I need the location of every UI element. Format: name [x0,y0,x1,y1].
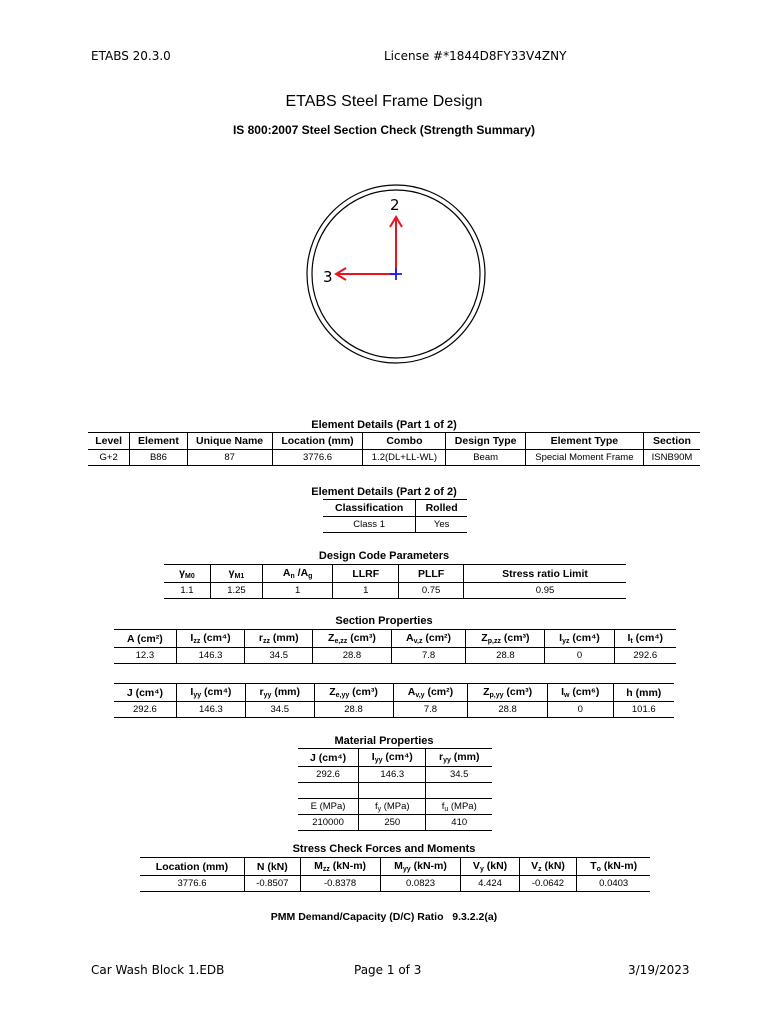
material-properties-table [298,748,492,831]
section-properties-table-1 [114,629,676,664]
col-header: $A_{v,z}$ (cm²) [391,630,466,648]
table-cell: Beam [446,450,525,466]
table-cell: 210000 [298,815,359,831]
col-header: $Z_{e,zz}$ (cm³) [313,630,391,648]
table-cell: 0 [547,702,613,718]
col-header: $Z_{p,zz}$ (cm³) [466,630,545,648]
axis-2-arrow [390,217,402,274]
table-cell: 146.3 [359,767,426,783]
col-header: $M_{yy}$ (kN-m) [380,858,461,876]
col-header: Classification [323,500,416,517]
col-header: $M_{zz}$ (kN-m) [300,858,380,876]
footer-filename: Car Wash Block 1.EDB [91,963,225,977]
col-header: h (mm) [613,684,674,702]
table-cell: 28.8 [466,648,545,664]
table-cell: B86 [130,450,187,466]
app-version: ETABS 20.3.0 [91,49,171,63]
forces-caption: Stress Check Forces and Moments [292,843,476,855]
header-row [323,500,467,517]
table-cell [359,783,426,799]
table-cell: Class 1 [323,517,416,533]
col-header: Element [130,433,187,450]
origin-marker [390,268,402,280]
col-header: $V_y$ (kN) [461,858,519,876]
table-cell: -0.0642 [519,876,577,892]
table-cell: -0.8378 [300,876,380,892]
col-header: $r_{zz}$ (mm) [245,630,313,648]
table-cell: Yes [416,517,467,533]
footer-date: 3/19/2023 [628,963,690,977]
pmm-ratio-heading: PMM Demand/Capacity (D/C) Ratio 9.3.2.2(a) [270,911,498,923]
col-header-llrf: LLRF [333,565,399,583]
table-cell: 7.8 [393,702,468,718]
table-cell: 12.3 [114,648,176,664]
table-cell: 0.0403 [577,876,650,892]
col-header: $I_{yy}$ (cm⁴) [359,749,426,767]
axis-2-label: 2 [390,196,400,214]
table-cell: 410 [426,815,492,831]
col-header: $I_w$ (cm⁶) [547,684,613,702]
table-row [298,783,492,799]
table-cell: 0 [545,648,614,664]
col-header: Element Type [525,433,643,450]
header-row [114,684,674,702]
table-cell: E (MPa) [298,799,359,815]
design-code-table [164,564,626,599]
table-cell: G+2 [88,450,130,466]
table-row [323,517,467,533]
table-row [298,767,492,783]
license-number: License #*1844D8FY33V4ZNY [384,49,567,63]
col-header: $Z_{e,yy}$ (cm³) [314,684,393,702]
table-cell: 34.5 [246,702,315,718]
table-cell: ISNB90M [643,450,700,466]
table-cell: 3776.6 [140,876,244,892]
element-details-2-table [323,499,467,533]
element-details-1-caption: Element Details (Part 1 of 2) [311,419,457,431]
table-cell: 1.1 [164,583,210,599]
table-cell: 4.424 [461,876,519,892]
col-header: $I_{zz}$ (cm⁴) [176,630,245,648]
table-row [164,583,626,599]
table-row [88,450,700,466]
design-code-caption: Design Code Parameters [318,550,450,562]
table-cell: $f_u$ (MPa) [426,799,492,815]
table-row [114,648,676,664]
table-cell: 1.2(DL+LL-WL) [363,450,446,466]
table-row [114,702,674,718]
table-cell: 250 [359,815,426,831]
col-header: $T_o$ (kN-m) [577,858,650,876]
col-header: Level [88,433,130,450]
section-properties-caption: Section Properties [335,615,433,627]
element-details-2-caption: Element Details (Part 2 of 2) [311,486,457,498]
axis-3-label: 3 [323,268,333,286]
forces-table [140,857,650,892]
col-header: Section [643,433,700,450]
page-subtitle: IS 800:2007 Steel Section Check (Strength Summary) [232,123,536,137]
col-header: N (kN) [244,858,300,876]
col-header: $I_t$ (cm⁴) [614,630,676,648]
footer-page-number: Page 1 of 3 [354,963,422,977]
table-cell: 28.8 [468,702,547,718]
col-header: Design Type [446,433,525,450]
col-header: $I_{yy}$ (cm⁴) [176,684,245,702]
table-cell: 34.5 [426,767,492,783]
table-row [298,815,492,831]
table-cell: 1 [333,583,399,599]
col-header: $I_{yz}$ (cm⁴) [545,630,614,648]
section-properties-table-2 [114,683,674,718]
material-properties-caption: Material Properties [334,735,434,747]
col-header: $A_{v,y}$ (cm²) [393,684,468,702]
table-cell: $f_y$ (MPa) [359,799,426,815]
table-cell: 87 [187,450,272,466]
table-cell: 3776.6 [272,450,363,466]
table-cell: 0.95 [464,583,626,599]
col-header-gamma-m1: $\gamma_{M1}$ [210,565,262,583]
table-cell: 101.6 [613,702,674,718]
col-header: $Z_{p,yy}$ (cm³) [468,684,547,702]
page-title: ETABS Steel Frame Design [285,93,483,110]
table-cell: 7.8 [391,648,466,664]
table-cell: 292.6 [298,767,359,783]
col-header: Rolled [416,500,467,517]
header-row [114,630,676,648]
table-cell [426,783,492,799]
table-cell [298,783,359,799]
col-header: $V_z$ (kN) [519,858,577,876]
table-cell: 34.5 [245,648,313,664]
col-header-stress-ratio: Stress ratio Limit [464,565,626,583]
col-header: J (cm⁴) [298,749,359,767]
axis-3-arrow [336,268,396,280]
pipe-section-diagram [300,180,492,372]
col-header: J (cm⁴) [114,684,176,702]
table-cell: 1 [262,583,332,599]
col-header: $r_{yy}$ (mm) [246,684,315,702]
col-header: Combo [363,433,446,450]
col-header: A (cm²) [114,630,176,648]
col-header: Unique Name [187,433,272,450]
col-header: Location (mm) [140,858,244,876]
table-cell: Special Moment Frame [525,450,643,466]
table-cell: 292.6 [114,702,176,718]
table-cell: 1.25 [210,583,262,599]
col-header: Location (mm) [272,433,363,450]
table-cell: 146.3 [176,648,245,664]
header-row [140,858,650,876]
col-header: $r_{yy}$ (mm) [426,749,492,767]
table-row [140,876,650,892]
col-header-pllf: PLLF [399,565,464,583]
table-cell: 28.8 [313,648,391,664]
table-cell: 0.0823 [380,876,461,892]
table-row [298,799,492,815]
table-cell: 28.8 [314,702,393,718]
header-row [88,433,700,450]
header-row [164,565,626,583]
table-cell: 0.75 [399,583,464,599]
header-row [298,749,492,767]
col-header-an-ag: $A_n$ $/A_g$ [262,565,332,583]
table-cell: 146.3 [176,702,245,718]
table-cell: 292.6 [614,648,676,664]
table-cell: -0.8507 [244,876,300,892]
col-header-gamma-m0: $\gamma_{M0}$ [164,565,210,583]
element-details-1-table [88,432,700,466]
